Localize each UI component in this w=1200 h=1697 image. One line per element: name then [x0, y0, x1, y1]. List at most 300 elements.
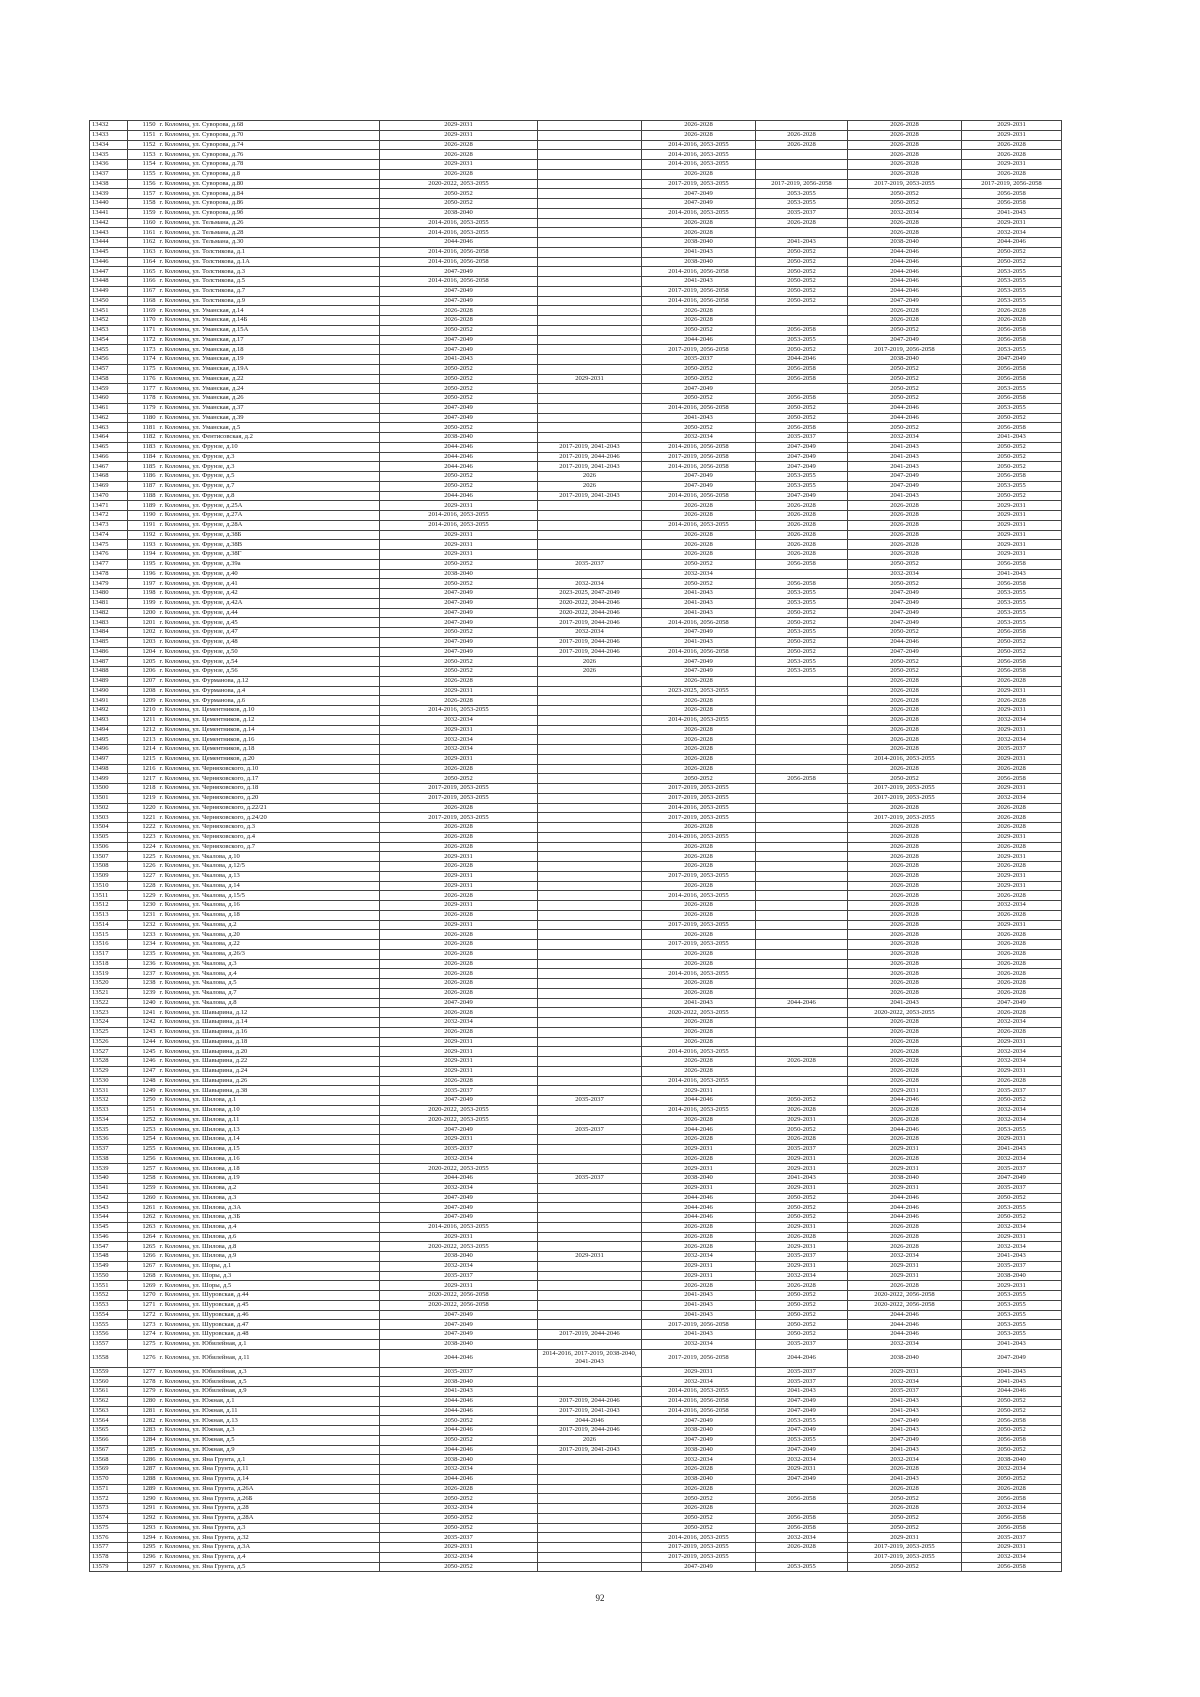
- period-cell-1: 2029-2031: [380, 852, 538, 862]
- period-cell-1: 2047-2049: [380, 589, 538, 599]
- table-row: [90, 355, 1062, 365]
- address-cell: г. Коломна, ул. Фрунзе, д.25А: [158, 501, 380, 511]
- table-row: [90, 394, 1062, 404]
- period-cell-2: [538, 1183, 642, 1193]
- period-cell-1: 2029-2031: [380, 686, 538, 696]
- period-cell-4: 2035-2037: [756, 1144, 848, 1154]
- period-cell-6: 2053-2055: [962, 608, 1062, 618]
- period-cell-1: 2047-2049: [380, 1310, 538, 1320]
- period-cell-6: 2056-2058: [962, 199, 1062, 209]
- table-row: [90, 306, 1062, 316]
- period-cell-3: 2014-2016, 2053-2055: [642, 208, 756, 218]
- table-row: [90, 1465, 1062, 1475]
- row-number-cell: 1176: [128, 374, 158, 384]
- period-cell-1: 2047-2049: [380, 1213, 538, 1223]
- row-id-cell: 13440: [90, 199, 128, 209]
- table-row: [90, 1484, 1062, 1494]
- period-cell-3: 2026-2028: [642, 988, 756, 998]
- row-number-cell: 1280: [128, 1396, 158, 1406]
- period-cell-5: 2026-2028: [848, 852, 962, 862]
- address-cell: г. Коломна, ул. Цементников, д.20: [158, 754, 380, 764]
- table-row: [90, 920, 1062, 930]
- period-cell-5: 2026-2028: [848, 706, 962, 716]
- address-cell: г. Коломна, ул. Шоры, д.3: [158, 1271, 380, 1281]
- period-cell-1: 2032-2034: [380, 1261, 538, 1271]
- period-cell-5: 2032-2034: [848, 569, 962, 579]
- period-cell-3: 2014-2016, 2056-2058: [642, 491, 756, 501]
- period-cell-3: 2038-2040: [642, 257, 756, 267]
- period-cell-5: 2026-2028: [848, 540, 962, 550]
- address-cell: г. Коломна, ул. Шуровская, д.44: [158, 1291, 380, 1301]
- row-number-cell: 1287: [128, 1465, 158, 1475]
- period-cell-2: [538, 930, 642, 940]
- period-cell-3: 2014-2016, 2053-2055: [642, 520, 756, 530]
- period-cell-1: 2038-2040: [380, 1377, 538, 1387]
- period-cell-3: 2047-2049: [642, 384, 756, 394]
- row-number-cell: 1230: [128, 901, 158, 911]
- period-cell-5: 2047-2049: [848, 481, 962, 491]
- period-cell-6: 2026-2028: [962, 150, 1062, 160]
- period-cell-2: [538, 764, 642, 774]
- period-cell-4: 2050-2052: [756, 403, 848, 413]
- period-cell-4: [756, 228, 848, 238]
- period-cell-1: 2050-2052: [380, 481, 538, 491]
- row-number-cell: 1159: [128, 208, 158, 218]
- period-cell-3: 2026-2028: [642, 1222, 756, 1232]
- table-row: [90, 423, 1062, 433]
- period-cell-4: [756, 793, 848, 803]
- row-number-cell: 1263: [128, 1222, 158, 1232]
- period-cell-4: [756, 1076, 848, 1086]
- period-cell-2: [538, 1213, 642, 1223]
- row-number-cell: 1229: [128, 891, 158, 901]
- address-cell: г. Коломна, ул. Толстикова, д.3: [158, 267, 380, 277]
- address-cell: г. Коломна, ул. Тельмана, д.28: [158, 228, 380, 238]
- row-id-cell: 13570: [90, 1474, 128, 1484]
- period-cell-5: 2026-2028: [848, 1154, 962, 1164]
- table-row: [90, 530, 1062, 540]
- period-cell-3: 2026-2028: [642, 121, 756, 131]
- table-row: [90, 1310, 1062, 1320]
- period-cell-4: 2026-2028: [756, 1232, 848, 1242]
- table-row: [90, 1494, 1062, 1504]
- period-cell-6: 2029-2031: [962, 1066, 1062, 1076]
- period-cell-1: 2029-2031: [380, 1037, 538, 1047]
- period-cell-4: [756, 901, 848, 911]
- address-cell: г. Коломна, ул. Уманская, д.5: [158, 423, 380, 433]
- row-id-cell: 13490: [90, 686, 128, 696]
- period-cell-5: 2044-2046: [848, 1213, 962, 1223]
- period-cell-5: 2026-2028: [848, 1066, 962, 1076]
- period-cell-5: 2050-2052: [848, 199, 962, 209]
- table-row: [90, 1183, 1062, 1193]
- period-cell-6: 2050-2052: [962, 1096, 1062, 1106]
- period-cell-2: [538, 1261, 642, 1271]
- address-cell: г. Коломна, ул. Чкалова, д.8: [158, 998, 380, 1008]
- period-cell-3: 2014-2016, 2053-2055: [642, 832, 756, 842]
- table-row: [90, 1281, 1062, 1291]
- period-cell-3: 2050-2052: [642, 1513, 756, 1523]
- row-id-cell: 13464: [90, 433, 128, 443]
- period-cell-1: 2029-2031: [380, 754, 538, 764]
- address-cell: г. Коломна, ул. Толстикова, д.9: [158, 296, 380, 306]
- period-cell-6: 2032-2034: [962, 715, 1062, 725]
- period-cell-4: [756, 969, 848, 979]
- address-cell: г. Коломна, ул. Шуровская, д.48: [158, 1330, 380, 1340]
- period-cell-5: 2026-2028: [848, 1465, 962, 1475]
- address-cell: г. Коломна, ул. Уманская, д.24: [158, 384, 380, 394]
- period-cell-2: [538, 1144, 642, 1154]
- row-number-cell: 1268: [128, 1271, 158, 1281]
- row-number-cell: 1174: [128, 355, 158, 365]
- address-cell: г. Коломна, ул. Шилова, д.14: [158, 1135, 380, 1145]
- period-cell-6: 2050-2052: [962, 413, 1062, 423]
- row-number-cell: 1297: [128, 1562, 158, 1572]
- period-cell-1: 2014-2016, 2053-2055: [380, 228, 538, 238]
- address-cell: г. Коломна, ул. Чкалова, д.7: [158, 988, 380, 998]
- period-cell-2: [538, 140, 642, 150]
- table-row: [90, 277, 1062, 287]
- period-cell-5: 2026-2028: [848, 316, 962, 326]
- period-cell-1: 2047-2049: [380, 998, 538, 1008]
- period-cell-1: 2020-2022, 2053-2055: [380, 1242, 538, 1252]
- table-row: [90, 930, 1062, 940]
- address-cell: г. Коломна, ул. Фрунзе, д.38Б: [158, 530, 380, 540]
- row-number-cell: 1177: [128, 384, 158, 394]
- row-number-cell: 1245: [128, 1047, 158, 1057]
- period-cell-3: 2026-2028: [642, 511, 756, 521]
- period-cell-5: 2020-2022, 2056-2058: [848, 1291, 962, 1301]
- period-cell-6: 2032-2034: [962, 1057, 1062, 1067]
- period-cell-6: 2041-2043: [962, 1339, 1062, 1349]
- period-cell-5: 2050-2052: [848, 1523, 962, 1533]
- row-id-cell: 13497: [90, 754, 128, 764]
- period-cell-5: 2047-2049: [848, 1435, 962, 1445]
- row-number-cell: 1227: [128, 871, 158, 881]
- period-cell-6: 2026-2028: [962, 696, 1062, 706]
- period-cell-5: 2044-2046: [848, 267, 962, 277]
- row-id-cell: 13535: [90, 1125, 128, 1135]
- period-cell-1: 2038-2040: [380, 208, 538, 218]
- row-number-cell: 1198: [128, 589, 158, 599]
- period-cell-5: 2050-2052: [848, 374, 962, 384]
- period-cell-1: 2032-2034: [380, 735, 538, 745]
- period-cell-5: 2026-2028: [848, 1504, 962, 1514]
- table-row: [90, 501, 1062, 511]
- period-cell-6: 2017-2019, 2056-2058: [962, 179, 1062, 189]
- period-cell-3: 2017-2019, 2053-2055: [642, 940, 756, 950]
- period-cell-6: 2050-2052: [962, 1193, 1062, 1203]
- period-cell-3: 2047-2049: [642, 481, 756, 491]
- table-row: [90, 569, 1062, 579]
- period-cell-1: 2032-2034: [380, 1018, 538, 1028]
- period-cell-2: [538, 296, 642, 306]
- period-cell-3: 2038-2040: [642, 1174, 756, 1184]
- period-cell-5: 2026-2028: [848, 140, 962, 150]
- period-cell-4: 2053-2055: [756, 1562, 848, 1572]
- table-row: [90, 374, 1062, 384]
- period-cell-6: 2053-2055: [962, 277, 1062, 287]
- row-number-cell: 1228: [128, 881, 158, 891]
- period-cell-1: 2026-2028: [380, 832, 538, 842]
- period-cell-1: 2032-2034: [380, 1504, 538, 1514]
- row-number-cell: 1169: [128, 306, 158, 316]
- table-row: [90, 1396, 1062, 1406]
- address-cell: г. Коломна, ул. Фрунзе, д.47: [158, 628, 380, 638]
- row-number-cell: 1178: [128, 394, 158, 404]
- row-number-cell: 1182: [128, 433, 158, 443]
- address-cell: г. Коломна, ул. Шавырина, д.18: [158, 1037, 380, 1047]
- period-cell-1: 2050-2052: [380, 423, 538, 433]
- period-cell-2: [538, 501, 642, 511]
- period-cell-4: 2041-2043: [756, 238, 848, 248]
- period-cell-1: 2044-2046: [380, 1426, 538, 1436]
- address-cell: г. Коломна, ул. Чкалова, д.16: [158, 901, 380, 911]
- period-cell-6: 2053-2055: [962, 618, 1062, 628]
- period-cell-6: 2053-2055: [962, 286, 1062, 296]
- period-cell-2: [538, 130, 642, 140]
- period-cell-3: 2026-2028: [642, 930, 756, 940]
- period-cell-5: 2032-2034: [848, 1377, 962, 1387]
- period-cell-3: 2026-2028: [642, 764, 756, 774]
- row-number-cell: 1242: [128, 1018, 158, 1028]
- period-cell-2: [538, 1008, 642, 1018]
- period-cell-6: 2032-2034: [962, 901, 1062, 911]
- period-cell-1: 2026-2028: [380, 969, 538, 979]
- table-row: [90, 1027, 1062, 1037]
- period-cell-5: 2050-2052: [848, 394, 962, 404]
- period-cell-1: 2044-2046: [380, 238, 538, 248]
- period-cell-3: 2041-2043: [642, 1300, 756, 1310]
- period-cell-3: 2044-2046: [642, 1125, 756, 1135]
- row-id-cell: 13578: [90, 1552, 128, 1562]
- row-number-cell: 1206: [128, 667, 158, 677]
- period-cell-3: 2026-2028: [642, 316, 756, 326]
- table-row: [90, 657, 1062, 667]
- period-cell-6: 2026-2028: [962, 1008, 1062, 1018]
- period-cell-6: 2032-2034: [962, 1222, 1062, 1232]
- period-cell-3: 2026-2028: [642, 130, 756, 140]
- row-number-cell: 1184: [128, 452, 158, 462]
- period-cell-2: [538, 1300, 642, 1310]
- period-cell-4: [756, 949, 848, 959]
- period-cell-1: 2020-2022, 2053-2055: [380, 1105, 538, 1115]
- period-cell-3: 2017-2019, 2053-2055: [642, 1543, 756, 1553]
- row-number-cell: 1266: [128, 1252, 158, 1262]
- row-id-cell: 13558: [90, 1349, 128, 1367]
- period-cell-6: 2026-2028: [962, 1027, 1062, 1037]
- period-cell-4: [756, 384, 848, 394]
- period-cell-5: 2050-2052: [848, 628, 962, 638]
- table-row: [90, 784, 1062, 794]
- period-cell-5: 2044-2046: [848, 277, 962, 287]
- period-cell-5: 2047-2049: [848, 472, 962, 482]
- address-cell: г. Коломна, ул. Фрунзе, д.8: [158, 491, 380, 501]
- address-cell: г. Коломна, ул. Фрунзе, д.28А: [158, 520, 380, 530]
- period-cell-6: 2026-2028: [962, 764, 1062, 774]
- address-cell: г. Коломна, ул. Уманская, д.18: [158, 345, 380, 355]
- period-cell-6: 2053-2055: [962, 1203, 1062, 1213]
- period-cell-3: 2026-2028: [642, 540, 756, 550]
- period-cell-1: 2038-2040: [380, 569, 538, 579]
- period-cell-5: 2044-2046: [848, 257, 962, 267]
- period-cell-1: 2044-2046: [380, 1406, 538, 1416]
- row-number-cell: 1253: [128, 1125, 158, 1135]
- period-cell-6: 2032-2034: [962, 1047, 1062, 1057]
- period-cell-3: 2014-2016, 2053-2055: [642, 1047, 756, 1057]
- row-id-cell: 13562: [90, 1396, 128, 1406]
- table-row: [90, 579, 1062, 589]
- period-cell-6: 2029-2031: [962, 501, 1062, 511]
- address-cell: г. Коломна, ул. Суворова, д.8: [158, 169, 380, 179]
- period-cell-5: 2032-2034: [848, 208, 962, 218]
- table-row: [90, 589, 1062, 599]
- period-cell-5: 2029-2031: [848, 1144, 962, 1154]
- period-cell-1: 2026-2028: [380, 316, 538, 326]
- table-row: [90, 1261, 1062, 1271]
- row-id-cell: 13456: [90, 355, 128, 365]
- period-cell-1: 2050-2052: [380, 559, 538, 569]
- row-id-cell: 13453: [90, 325, 128, 335]
- period-cell-3: 2035-2037: [642, 355, 756, 365]
- period-cell-1: 2026-2028: [380, 891, 538, 901]
- table-row: [90, 988, 1062, 998]
- table-row: [90, 160, 1062, 170]
- row-number-cell: 1237: [128, 969, 158, 979]
- row-id-cell: 13451: [90, 306, 128, 316]
- period-cell-1: 2026-2028: [380, 842, 538, 852]
- period-cell-2: [538, 160, 642, 170]
- row-id-cell: 13534: [90, 1115, 128, 1125]
- period-cell-2: [538, 1484, 642, 1494]
- address-cell: г. Коломна, ул. Шилова, д.3: [158, 1193, 380, 1203]
- period-cell-2: [538, 959, 642, 969]
- period-cell-5: 2026-2028: [848, 832, 962, 842]
- period-cell-5: 2026-2028: [848, 940, 962, 950]
- period-cell-5: 2026-2028: [848, 530, 962, 540]
- period-cell-1: 2035-2037: [380, 1086, 538, 1096]
- row-id-cell: 13517: [90, 949, 128, 959]
- row-number-cell: 1267: [128, 1261, 158, 1271]
- period-cell-3: 2017-2019, 2056-2058: [642, 452, 756, 462]
- row-number-cell: 1171: [128, 325, 158, 335]
- period-cell-1: 2026-2028: [380, 1076, 538, 1086]
- period-cell-1: 2026-2028: [380, 949, 538, 959]
- period-cell-5: 2032-2034: [848, 433, 962, 443]
- period-cell-5: 2050-2052: [848, 1562, 962, 1572]
- address-cell: г. Коломна, ул. Шилова, д.11: [158, 1115, 380, 1125]
- row-number-cell: 1209: [128, 696, 158, 706]
- period-cell-4: 2047-2049: [756, 462, 848, 472]
- address-cell: г. Коломна, ул. Цементников, д.18: [158, 745, 380, 755]
- row-id-cell: 13579: [90, 1562, 128, 1572]
- row-id-cell: 13441: [90, 208, 128, 218]
- period-cell-4: [756, 891, 848, 901]
- period-cell-3: 2026-2028: [642, 1281, 756, 1291]
- period-cell-3: 2026-2028: [642, 842, 756, 852]
- period-cell-2: [538, 569, 642, 579]
- period-cell-4: 2050-2052: [756, 1320, 848, 1330]
- row-number-cell: 1203: [128, 637, 158, 647]
- row-id-cell: 13522: [90, 998, 128, 1008]
- table-row: [90, 754, 1062, 764]
- period-cell-5: 2017-2019, 2053-2055: [848, 179, 962, 189]
- row-number-cell: 1165: [128, 267, 158, 277]
- period-cell-1: 2050-2052: [380, 1562, 538, 1572]
- address-cell: г. Коломна, ул. Суворова, д.76: [158, 150, 380, 160]
- period-cell-6: 2029-2031: [962, 1037, 1062, 1047]
- row-number-cell: 1277: [128, 1367, 158, 1377]
- period-cell-3: 2017-2019, 2053-2055: [642, 784, 756, 794]
- period-cell-2: [538, 413, 642, 423]
- period-cell-2: [538, 325, 642, 335]
- table-row: [90, 364, 1062, 374]
- period-cell-1: 2041-2043: [380, 355, 538, 365]
- period-cell-5: 2050-2052: [848, 325, 962, 335]
- row-id-cell: 13561: [90, 1387, 128, 1397]
- period-cell-1: 2017-2019, 2053-2055: [380, 813, 538, 823]
- period-cell-5: 2026-2028: [848, 823, 962, 833]
- table-row: [90, 1339, 1062, 1349]
- row-id-cell: 13532: [90, 1096, 128, 1106]
- period-cell-2: [538, 1154, 642, 1164]
- period-cell-3: 2017-2019, 2056-2058: [642, 286, 756, 296]
- period-cell-2: [538, 1086, 642, 1096]
- row-number-cell: 1293: [128, 1523, 158, 1533]
- period-cell-6: 2041-2043: [962, 433, 1062, 443]
- period-cell-5: 2044-2046: [848, 286, 962, 296]
- period-cell-1: 2038-2040: [380, 1339, 538, 1349]
- row-number-cell: 1295: [128, 1543, 158, 1553]
- period-cell-1: 2044-2046: [380, 452, 538, 462]
- row-id-cell: 13574: [90, 1513, 128, 1523]
- period-cell-2: 2026: [538, 481, 642, 491]
- period-cell-5: 2026-2028: [848, 764, 962, 774]
- table-row: [90, 511, 1062, 521]
- address-cell: г. Коломна, ул. Шилова, д.1: [158, 1096, 380, 1106]
- row-id-cell: 13544: [90, 1213, 128, 1223]
- address-cell: г. Коломна, ул. Суворова, д.80: [158, 179, 380, 189]
- period-cell-5: 2029-2031: [848, 1533, 962, 1543]
- period-cell-3: 2038-2040: [642, 1474, 756, 1484]
- period-cell-5: 2014-2016, 2053-2055: [848, 754, 962, 764]
- period-cell-3: 2014-2016, 2053-2055: [642, 715, 756, 725]
- period-cell-2: [538, 1291, 642, 1301]
- period-cell-5: 2026-2028: [848, 891, 962, 901]
- row-number-cell: 1265: [128, 1242, 158, 1252]
- period-cell-4: 2056-2058: [756, 325, 848, 335]
- row-number-cell: 1183: [128, 442, 158, 452]
- period-cell-2: [538, 813, 642, 823]
- period-cell-2: [538, 384, 642, 394]
- period-cell-6: 2029-2031: [962, 160, 1062, 170]
- address-cell: г. Коломна, ул. Шавырина, д.22: [158, 1057, 380, 1067]
- address-cell: г. Коломна, ул. Черняховского, д.7: [158, 842, 380, 852]
- table-row: [90, 520, 1062, 530]
- address-cell: г. Коломна, ул. Фрунзе, д.38Г: [158, 550, 380, 560]
- period-cell-1: 2026-2028: [380, 696, 538, 706]
- row-id-cell: 13557: [90, 1339, 128, 1349]
- period-cell-5: 2038-2040: [848, 1349, 962, 1367]
- period-cell-4: 2047-2049: [756, 1474, 848, 1484]
- table-row: [90, 1135, 1062, 1145]
- period-cell-3: 2041-2043: [642, 1330, 756, 1340]
- period-cell-5: 2026-2028: [848, 979, 962, 989]
- table-row: [90, 345, 1062, 355]
- period-cell-6: 2056-2058: [962, 657, 1062, 667]
- period-cell-4: 2053-2055: [756, 472, 848, 482]
- period-cell-2: 2026: [538, 1435, 642, 1445]
